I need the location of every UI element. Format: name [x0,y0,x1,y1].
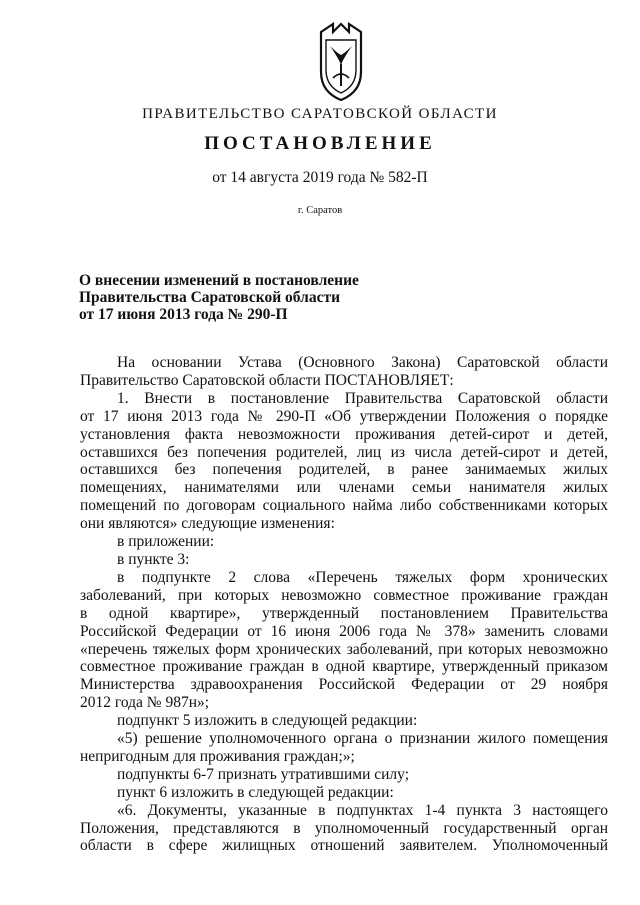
body-line: Правительство Саратовской области ПОСТАНОВЛЯЕТ: [80,371,454,389]
body-line: непригодным для проживания граждан;»; [80,747,355,765]
body-line: в пункте 3: [117,550,190,568]
coat-of-arms-icon [318,22,364,102]
subject-line: О внесении изменений в постановление [79,272,359,289]
document-subject [79,272,359,323]
body-line: установления факта невозможности проживания детей-сирот и детей, [80,425,608,443]
body-line: совместное проживание граждан в одной квартире, утвержденный приказом [80,658,608,676]
body-line: области в сфере жилищных отношений заявителем. Уполномоченный [80,837,608,855]
body-line: заболеваний, при которых невозможно совместное проживание граждан [80,586,608,604]
document-city: г. Саратов [297,205,343,216]
document-date-number: от 14 августа 2019 года № 582-П [212,169,428,186]
subject-line: от 17 июня 2013 года № 290-П [79,306,288,323]
body-line: оставшихся без попечения родителей, в ранее занимаемых жилых [80,461,608,479]
document-type: ПОСТАНОВЛЕНИЕ [204,133,436,154]
body-line: Положения, представляются в уполномоченный государственный орган [80,819,608,837]
body-line: «6. Документы, указанные в подпунктах 1-4 пункта 3 настоящего [117,801,608,819]
body-line: «5) решение уполномоченного органа о признании жилого помещения [117,730,608,748]
body-line: оставшихся без попечения родителей, лиц из числа детей-сирот и детей, [80,443,608,461]
body-line: от 17 июня 2013 года № 290-П «Об утверждении Положения о порядке [80,407,608,425]
subject-line: Правительства Саратовской области [79,289,340,306]
body-line: подпункт 5 изложить в следующей редакции: [117,712,418,730]
body-line: пункт 6 изложить в следующей редакции: [117,783,394,801]
body-line: «перечень тяжелых форм хронических заболеваний, при которых невозможно [80,640,608,658]
body-line: в подпункте 2 слова «Перечень тяжелых форм хронических [117,568,608,586]
body-line: они являются» следующие изменения: [80,515,335,533]
body-line: помещениях, нанимателями или членами семьи нанимателя жилых [80,479,608,497]
body-line: помещений по договорам социального найма либо собственниками которых [80,497,608,515]
body-line: в приложении: [117,533,215,551]
body-line: Министерства здравоохранения Российской Федерации от 29 ноября [80,676,608,694]
document-body [80,354,608,855]
government-name: ПРАВИТЕЛЬСТВО САРАТОВСКОЙ ОБЛАСТИ [142,106,498,122]
body-line: На основании Устава (Основного Закона) Саратовской области [117,354,608,371]
body-line: подпункты 6-7 признать утратившими силу; [117,765,410,783]
body-line: 1. Внести в постановление Правительства Саратовской области [117,389,608,407]
body-line: в одной квартире», утвержденный постановлением Правительства [80,604,608,622]
body-line: Российской Федерации от 16 июня 2006 года № 378» заменить словами [80,622,608,640]
body-line: 2012 года № 987н»; [80,694,210,712]
